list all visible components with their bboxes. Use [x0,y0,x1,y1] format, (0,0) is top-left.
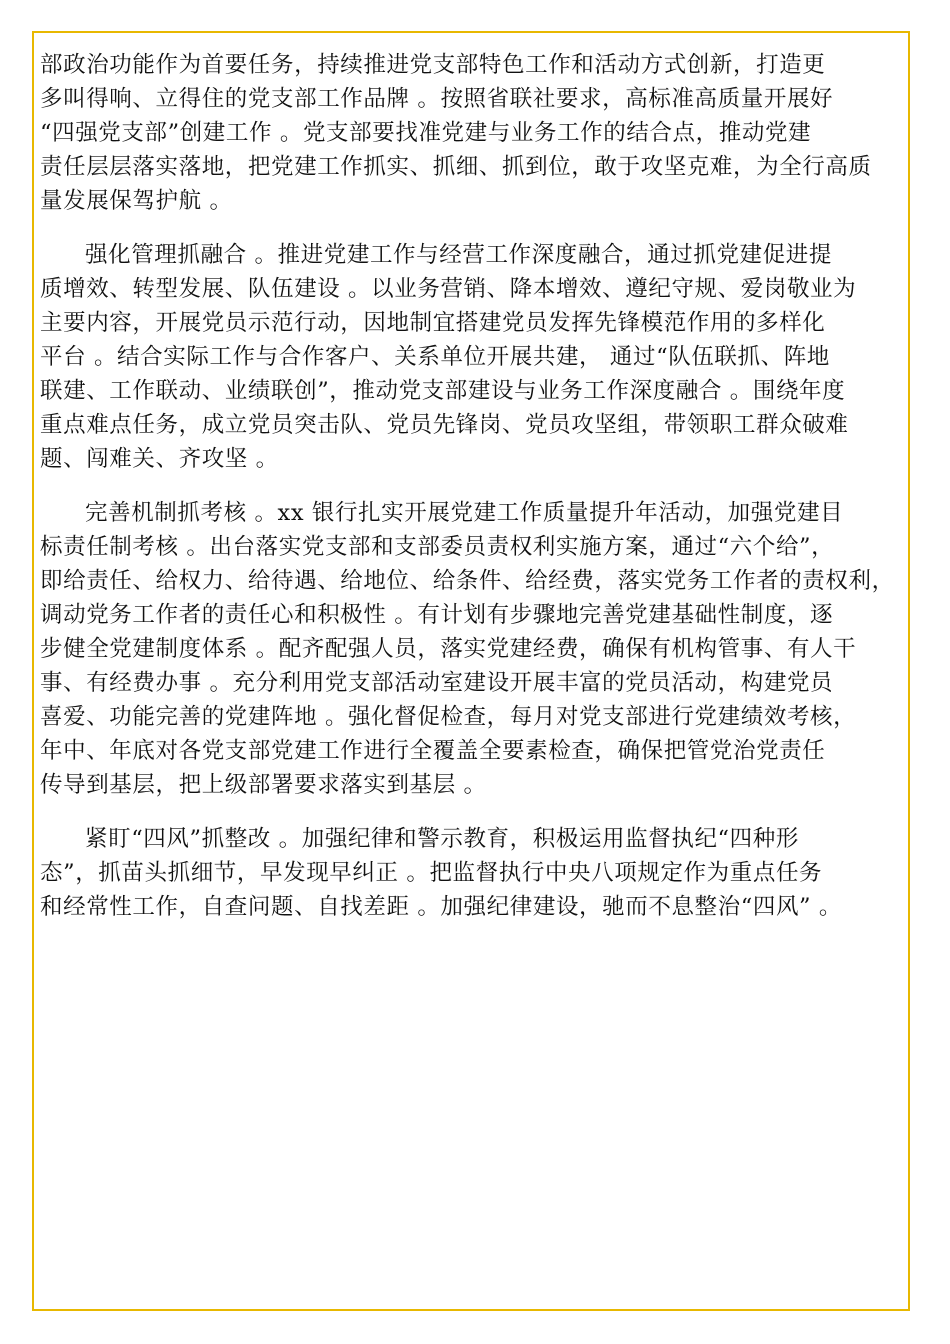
paragraph [40,238,908,476]
text-line: 多叫得响、立得住的党支部工作品牌 。按照省联社要求，高标准高质量开展好 [40,86,834,112]
text-line: 主要内容，开展党员示范行动，因地制宜搭建党员发挥先锋模范作用的多样化 [40,310,826,336]
text-line: “四强党支部”创建工作 。党支部要找准党建与业务工作的结合点，推动党建 [40,120,812,146]
text-line: 年中、年底对各党支部党建工作进行全覆盖全要素检查，确保把管党治党责任 [40,738,826,764]
text-line: 联建、工作联动、业绩联创”，推动党支部建设与业务工作深度融合 。围绕年度 [40,378,846,404]
text-line: 部政治功能作为首要任务，持续推进党支部特色工作和活动方式创新，打造更 [40,52,826,78]
text-line: 传导到基层，把上级部署要求落实到基层 。 [40,772,487,798]
text-line: 量发展保驾护航 。 [40,188,233,214]
text-line: 步健全党建制度体系 。配齐配强人员，落实党建经费，确保有机构管事、有人干 [40,636,857,662]
paragraph [40,48,908,218]
text-line: 平台 。结合实际工作与合作客户、关系单位开展共建， 通过“队伍联抓、阵地 [40,344,830,370]
text-line: 事、有经费办事 。充分利用党支部活动室建设开展丰富的党员活动，构建党员 [40,670,834,696]
text-line: 完善机制抓考核 。xx 银行扎实开展党建工作质量提升年活动，加强党建目 [85,500,844,526]
text-line: 题、闯难关、齐攻坚 。 [40,446,279,472]
text-line: 喜爱、功能完善的党建阵地 。强化督促检查，每月对党支部进行党建绩效考核， [40,704,857,730]
paragraph [40,822,908,924]
text-line: 质增效、转型发展、队伍建设 。以业务营销、降本增效、遵纪守规、爱岗敬业为 [40,276,857,302]
document-body [40,48,908,944]
paragraph [40,496,908,802]
text-line: 重点难点任务，成立党员突击队、党员先锋岗、党员攻坚组，带领职工群众破难 [40,412,849,438]
text-line: 紧盯“四风”抓整改 。加强纪律和警示教育，积极运用监督执纪“四种形 [85,826,799,852]
text-line: 调动党务工作者的责任心和积极性 。有计划有步骤地完善党建基础性制度，逐 [40,602,834,628]
text-line: 标责任制考核 。出台落实党支部和支部委员责权利实施方案，通过“六个给”， [40,534,835,560]
text-line: 态”，抓苗头抓细节，早发现早纠正 。把监督执行中央八项规定作为重点任务 [40,860,823,886]
text-line: 和经常性工作，自查问题、自找差距 。加强纪律建设，驰而不息整治“四风” 。 [40,894,843,920]
text-line: 责任层层落实落地，把党建工作抓实、抓细、抓到位，敢于攻坚克难，为全行高质 [40,154,872,180]
text-line: 即给责任、给权力、给待遇、给地位、给条件、给经费，落实党务工作者的责权利， [40,568,895,594]
text-line: 强化管理抓融合 。推进党建工作与经营工作深度融合，通过抓党建促进提 [85,242,832,268]
